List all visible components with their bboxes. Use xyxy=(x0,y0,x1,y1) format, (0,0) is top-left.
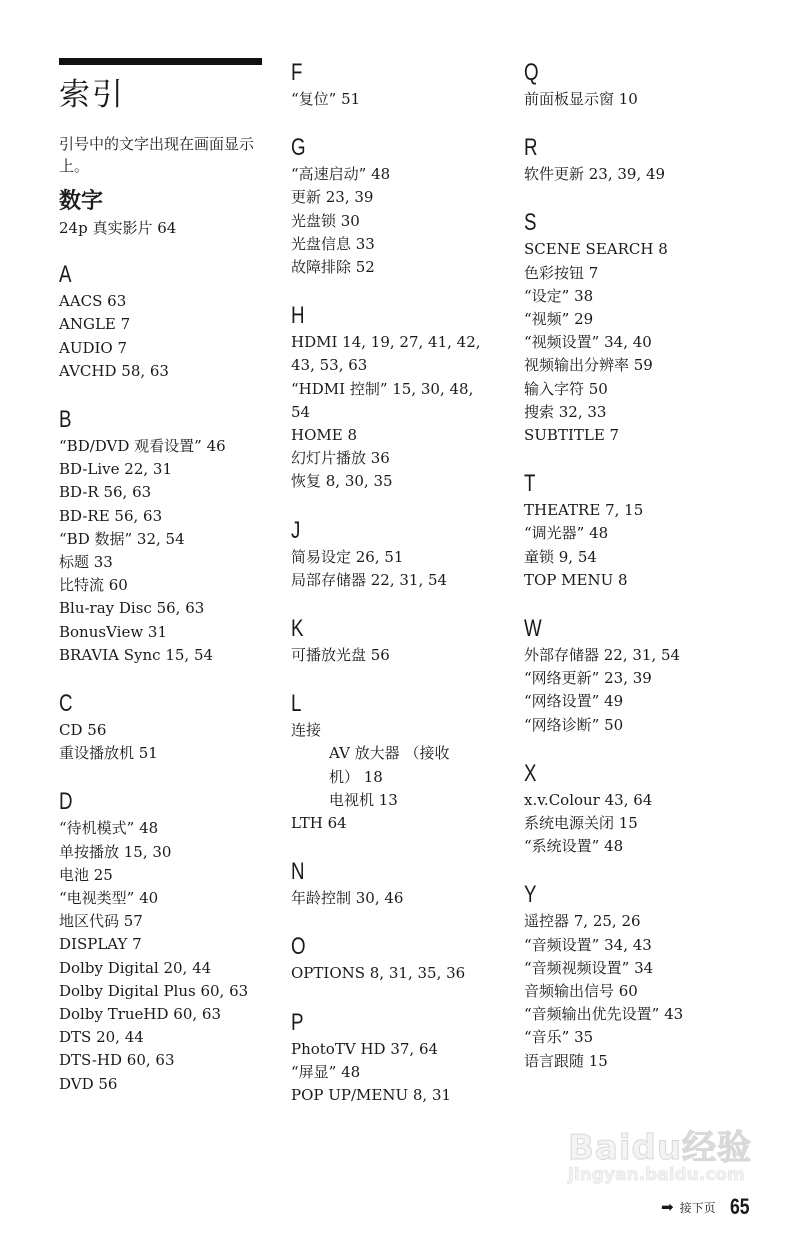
index-entry: 搜索 32, 33 xyxy=(524,402,607,421)
section-w xyxy=(524,614,764,737)
index-entry: CD 56 xyxy=(59,721,107,740)
index-entry: 可播放光盘 56 xyxy=(291,646,390,665)
index-entry: x.v.Colour 43, 64 xyxy=(524,790,653,809)
index-entry: 标题 33 xyxy=(59,553,113,572)
index-entry: 童锁 9, 54 xyxy=(524,547,597,566)
index-column-2 xyxy=(291,58,496,1129)
index-column-1 xyxy=(59,58,264,1118)
section-x xyxy=(524,759,764,859)
index-entry: “音频输出优先设置” 43 xyxy=(524,1005,684,1024)
index-entry: Dolby TrueHD 60, 63 xyxy=(59,1005,221,1024)
section-heading: J xyxy=(291,516,301,544)
index-entry: “网络更新” 23, 39 xyxy=(524,669,652,688)
section-heading: O xyxy=(291,933,306,961)
index-entry: SUBTITLE 7 xyxy=(524,426,620,445)
section-b xyxy=(59,405,264,667)
index-entry: 视频输出分辨率 59 xyxy=(524,356,653,375)
index-entry: Dolby Digital Plus 60, 63 xyxy=(59,981,249,1000)
index-entry: OPTIONS 8, 31, 35, 36 xyxy=(291,964,466,983)
index-entry: “设定” 38 xyxy=(524,286,594,305)
index-entry: Dolby Digital 20, 44 xyxy=(59,958,212,977)
index-note: 引号中的文字出现在画面显示上。 xyxy=(59,135,255,175)
section-heading: F xyxy=(291,59,303,86)
index-entry: “电视类型” 40 xyxy=(59,889,159,908)
index-entry: 前面板显示窗 10 xyxy=(524,90,638,108)
section-q xyxy=(524,58,764,111)
index-entry: LTH 64 xyxy=(291,814,347,833)
section-heading: D xyxy=(59,788,73,816)
index-entry: SCENE SEARCH 8 xyxy=(524,240,668,259)
index-entry: AUDIO 7 xyxy=(59,338,128,357)
index-entry: 更新 23, 39 xyxy=(291,188,374,207)
index-entry: “系统设置” 48 xyxy=(524,837,624,856)
watermark-logo: Baidu经验 xyxy=(568,1128,753,1168)
index-entry: DISPLAY 7 xyxy=(59,935,142,954)
index-entry: 语言跟随 15 xyxy=(524,1051,608,1070)
index-entry: 单按播放 15, 30 xyxy=(59,842,172,861)
index-entry: 地区代码 57 xyxy=(59,912,143,931)
section-heading: H xyxy=(291,302,305,330)
index-entry: BonusView 31 xyxy=(59,622,168,641)
section-h xyxy=(291,301,496,493)
section-heading: G xyxy=(291,134,306,162)
section-g xyxy=(291,133,496,279)
index-column-3 xyxy=(524,58,764,1095)
index-entry: 重设播放机 51 xyxy=(59,744,158,763)
arrow-right-icon: ➡ xyxy=(661,1198,674,1216)
index-entry: 输入字符 50 xyxy=(524,379,608,398)
index-entry: AACS 63 xyxy=(59,292,127,311)
index-entry: DTS 20, 44 xyxy=(59,1028,144,1047)
section-p xyxy=(291,1008,496,1108)
index-entry: TOP MENU 8 xyxy=(524,570,628,589)
index-entry: 光盘信息 33 xyxy=(291,234,375,253)
index-entry: 24p 真实影片 64 xyxy=(59,219,177,237)
index-entry: “音乐” 35 xyxy=(524,1028,594,1047)
index-entry: HOME 8 xyxy=(291,426,357,445)
index-subentry: 电视机 13 xyxy=(329,790,398,809)
index-entry: 恢复 8, 30, 35 xyxy=(291,472,393,491)
index-entry: BD-RE 56, 63 xyxy=(59,506,163,525)
page-number: 65 xyxy=(729,1194,750,1219)
section-d xyxy=(59,787,264,1095)
section-heading: A xyxy=(59,261,72,289)
index-entry: “屏显” 48 xyxy=(291,1062,361,1081)
index-entry: 软件更新 23, 39, 49 xyxy=(524,165,666,184)
index-entry: AVCHD 58, 63 xyxy=(59,361,169,380)
index-entry: 电池 25 xyxy=(59,865,113,884)
index-entry: 光盘锁 30 xyxy=(291,211,360,230)
section-heading: T xyxy=(524,470,536,498)
section-heading: K xyxy=(291,615,304,643)
watermark-url: jingyan.baidu.com xyxy=(568,1165,745,1185)
index-entry: DVD 56 xyxy=(59,1074,118,1093)
section-heading: X xyxy=(524,759,537,787)
section-heading: R xyxy=(524,134,538,162)
index-entry: 遥控器 7, 25, 26 xyxy=(524,912,641,931)
index-entry: 色彩按钮 7 xyxy=(524,263,599,282)
section-r xyxy=(524,133,764,186)
index-entry: DTS-HD 60, 63 xyxy=(59,1051,175,1070)
index-entry: 简易设定 26, 51 xyxy=(291,547,404,566)
section-c xyxy=(59,689,264,765)
section-heading: Y xyxy=(524,881,537,909)
index-subentry: AV 放大器 （接收机） 18 xyxy=(329,744,450,786)
index-entry: “高速启动” 48 xyxy=(291,165,391,184)
section-f xyxy=(291,58,496,111)
index-entry: “视频” 29 xyxy=(524,310,594,329)
section-a xyxy=(59,260,264,383)
index-entry: Blu-ray Disc 56, 63 xyxy=(59,599,205,618)
index-entry: HDMI 14, 19, 27, 41, 42, 43, 53, 63 xyxy=(291,333,481,375)
page-footer xyxy=(661,1194,754,1220)
section-k xyxy=(291,614,496,667)
section-heading: N xyxy=(291,858,305,886)
index-entry: 外部存储器 22, 31, 54 xyxy=(524,646,681,665)
section-heading: L xyxy=(291,690,302,718)
index-entry: PhotoTV HD 37, 64 xyxy=(291,1039,439,1058)
index-entry: THEATRE 7, 15 xyxy=(524,501,644,520)
section-heading: P xyxy=(291,1008,304,1036)
page-title: 索引 xyxy=(59,77,125,113)
section-heading: 数字 xyxy=(59,189,104,214)
index-entry: “音频视频设置” 34 xyxy=(524,958,654,977)
index-entry: “调光器” 48 xyxy=(524,524,609,543)
section-heading: C xyxy=(59,690,73,718)
section-n xyxy=(291,857,496,910)
continued-label: 接下页 xyxy=(679,1200,716,1215)
index-entry: 局部存储器 22, 31, 54 xyxy=(291,570,448,589)
index-entry: 故障排除 52 xyxy=(291,258,375,277)
section-o xyxy=(291,932,496,985)
index-entry: “BD/DVD 观看设置” 46 xyxy=(59,437,226,456)
index-entry: 幻灯片播放 36 xyxy=(291,449,390,468)
index-entry: “待机模式” 48 xyxy=(59,819,159,838)
section-heading: W xyxy=(524,615,542,643)
index-entry: “BD 数据” 32, 54 xyxy=(59,529,185,548)
title-rule xyxy=(59,58,262,65)
index-entry: “网络诊断” 50 xyxy=(524,715,624,734)
section-s xyxy=(524,208,764,447)
index-entry: POP UP/MENU 8, 31 xyxy=(291,1086,452,1105)
index-entry: 年龄控制 30, 46 xyxy=(291,889,404,908)
section-t xyxy=(524,469,764,592)
index-entry: “HDMI 控制” 15, 30, 48, 54 xyxy=(291,379,474,421)
section-j xyxy=(291,516,496,592)
index-entry: BD-Live 22, 31 xyxy=(59,460,172,479)
section-heading: B xyxy=(59,406,72,434)
section-y xyxy=(524,880,764,1072)
index-entry: 连接 xyxy=(291,721,322,740)
index-entry: “视频设置” 34, 40 xyxy=(524,333,652,352)
index-entry: BD-R 56, 63 xyxy=(59,483,152,502)
section-heading: S xyxy=(524,209,537,237)
index-entry: 系统电源关闭 15 xyxy=(524,814,638,833)
section-heading: Q xyxy=(524,59,539,86)
section-l xyxy=(291,689,496,835)
watermark xyxy=(568,1120,752,1185)
index-entry: ANGLE 7 xyxy=(59,315,131,334)
index-entry: “网络设置” 49 xyxy=(524,692,624,711)
index-entry: 音频输出信号 60 xyxy=(524,982,638,1001)
index-entry: BRAVIA Sync 15, 54 xyxy=(59,645,214,664)
index-entry: 比特流 60 xyxy=(59,576,128,595)
index-entry: “音频设置” 34, 43 xyxy=(524,935,652,954)
section-numbers xyxy=(59,187,264,240)
index-entry: “复位” 51 xyxy=(291,90,361,108)
